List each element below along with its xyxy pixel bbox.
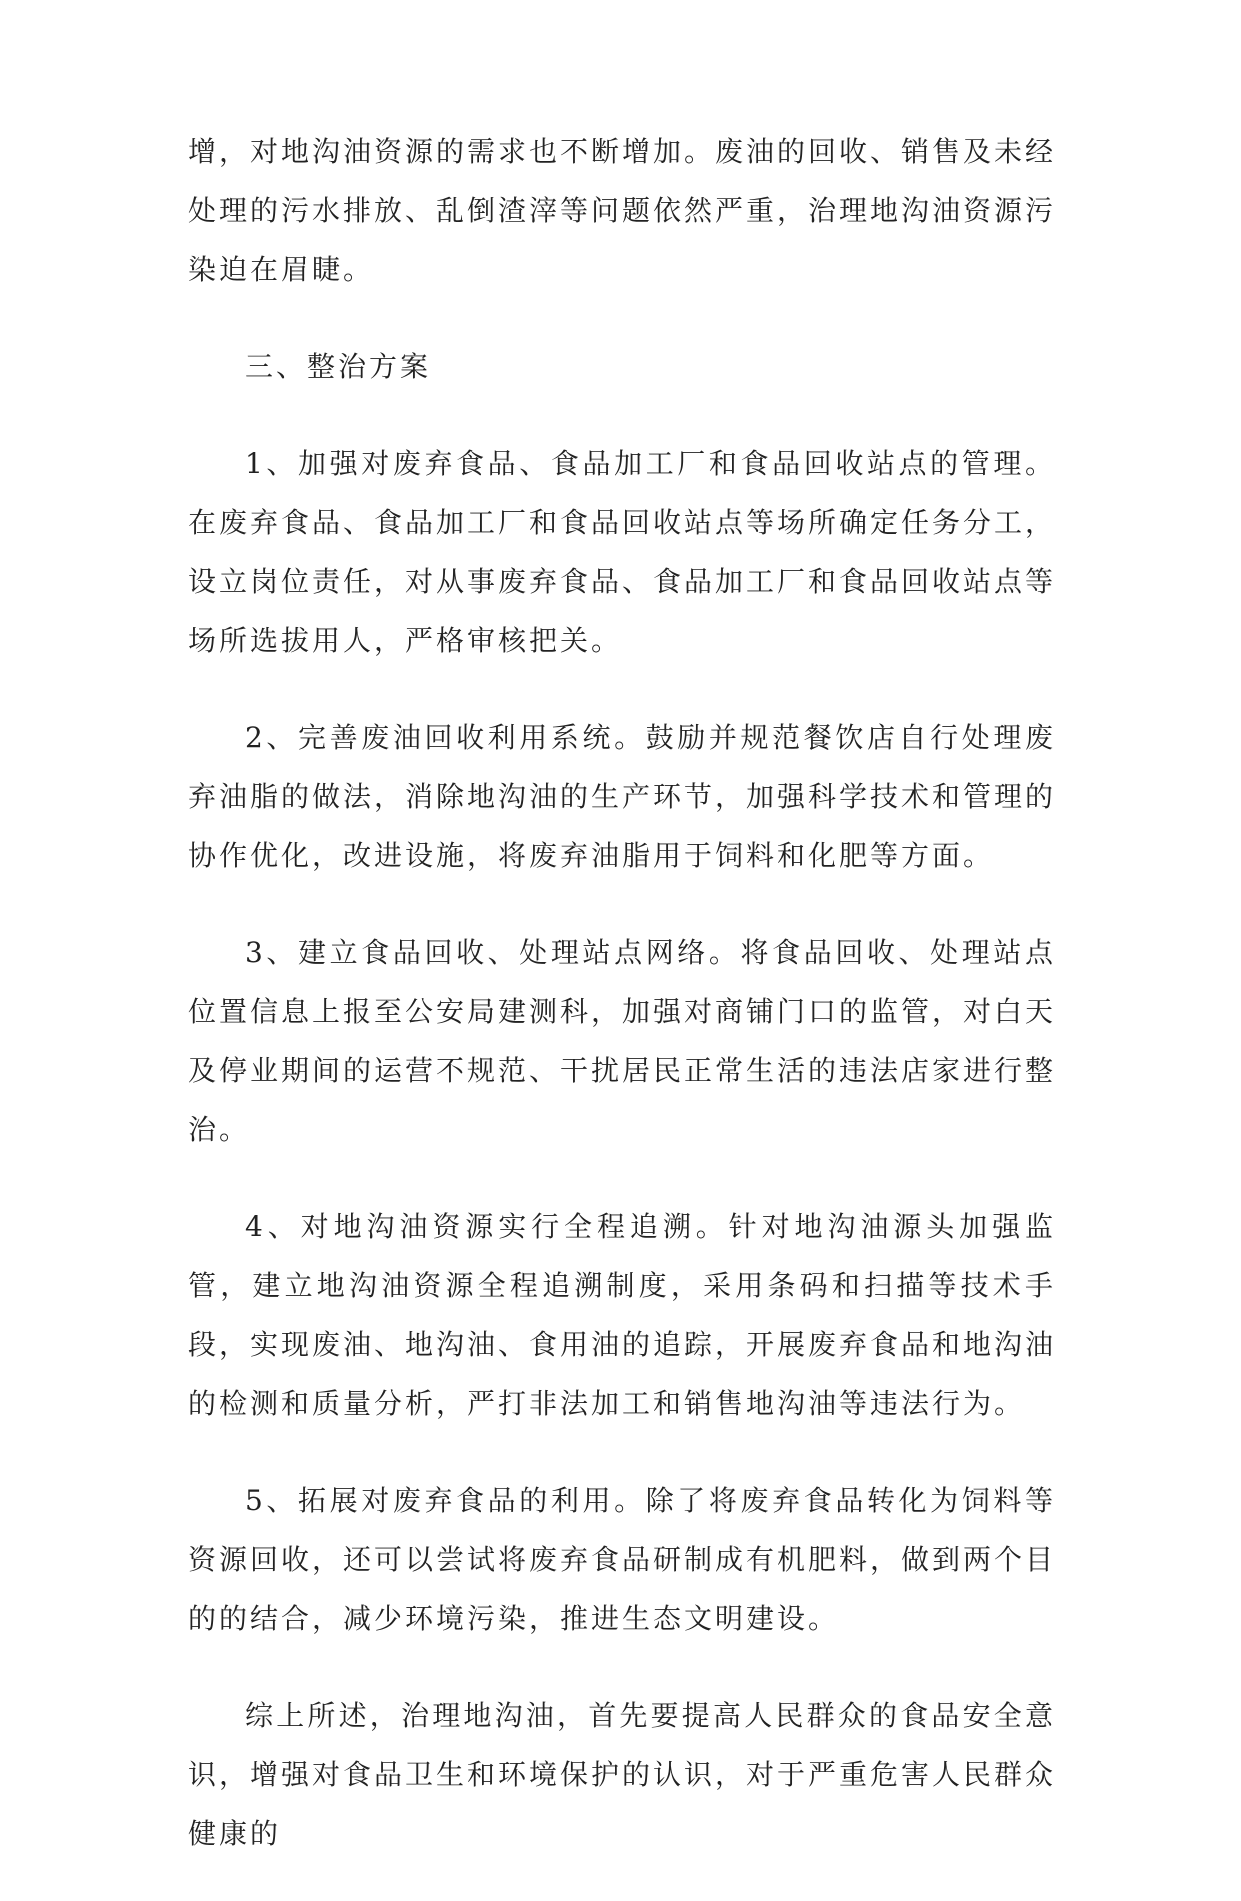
paragraph-item-1: 1、加强对废弃食品、食品加工厂和食品回收站点的管理。在废弃食品、食品加工厂和食品回收站点等场所确定任务分工，设立岗位责任，对从事废弃食品、食品加工厂和食品回收站点等场所选拔用人，严格审核把关。 [188,447,1057,657]
paragraph-summary: 综上所述，治理地沟油，首先要提高人民群众的食品安全意识，增强对食品卫生和环境保护的认识，对于严重危害人民群众健康的 [188,1699,1057,1850]
paragraph-item-3: 3、建立食品回收、处理站点网络。将食品回收、处理站点位置信息上报至公安局建测科，加强对商铺门口的监管，对白天及停业期间的运营不规范、干扰居民正常生活的违法店家进行整治。 [188,936,1057,1146]
paragraph-continuation: 增，对地沟油资源的需求也不断增加。废油的回收、销售及未经处理的污水排放、乱倒渣滓等问题依然严重，治理地沟油资源污染迫在眉睫。 [188,135,1057,286]
paragraph-item-5: 5、拓展对废弃食品的利用。除了将废弃食品转化为饲料等资源回收，还可以尝试将废弃食品研制成有机肥料，做到两个目的的结合，减少环境污染，推进生态文明建设。 [188,1484,1057,1635]
section-heading: 三、整治方案 [245,350,432,383]
paragraph-item-4: 4、对地沟油资源实行全程追溯。针对地沟油源头加强监管，建立地沟油资源全程追溯制度，采用条码和扫描等技术手段，实现废油、地沟油、食用油的追踪，开展废弃食品和地沟油的检测和质量分析，严打非法加工和销售地沟油等违法行为。 [188,1210,1057,1420]
document-body [188,122,1056,1901]
paragraph-item-2: 2、完善废油回收利用系统。鼓励并规范餐饮店自行处理废弃油脂的做法，消除地沟油的生产环节，加强科学技术和管理的协作优化，改进设施，将废弃油脂用于饲料和化肥等方面。 [188,721,1057,872]
